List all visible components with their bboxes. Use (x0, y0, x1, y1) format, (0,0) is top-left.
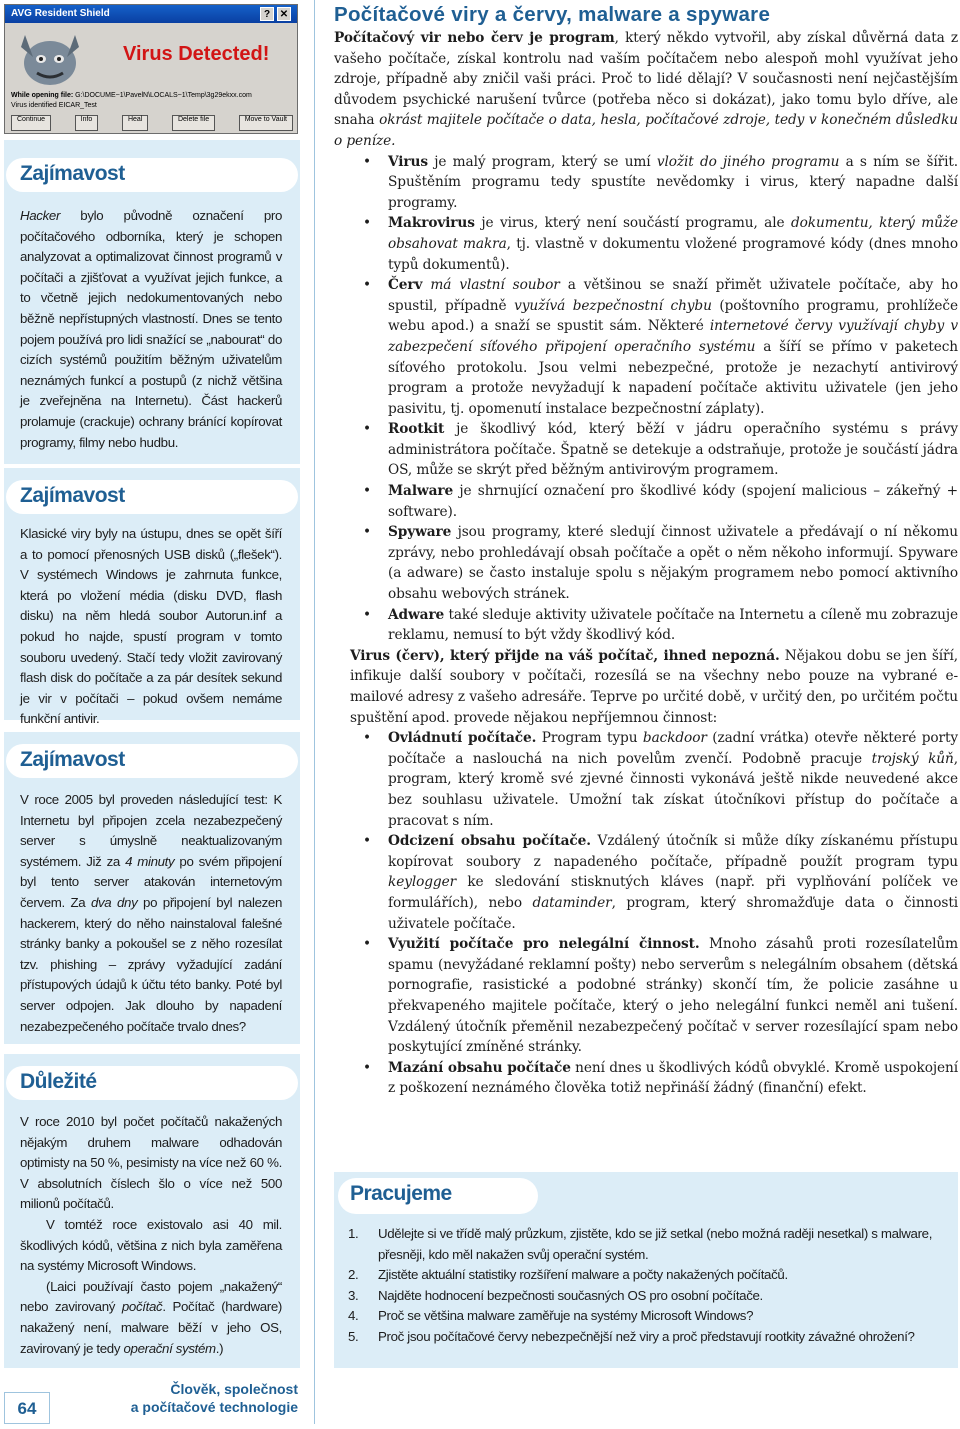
footer-title: Člověk, společnost a počítačové technologie (130, 1381, 298, 1415)
sidebar (0, 0, 312, 1429)
box-title: Zajímavost (20, 484, 125, 507)
sidebar-box-test (4, 732, 300, 1044)
virus-label: Virus identified (11, 102, 57, 109)
window-button-row (11, 115, 293, 131)
box-text: Hacker bylo původně označení pro počítačového odborníka, který je schopen analyzovat a optimalizovat činnost programů v počítači a zjišťovat a využívat jejich funkce, a to včetně jejich nedokumentovaných nebo běžně nepřístupných vlastností. Dnes se tento pojem používá pro lidi snažící se „nabourat“ do cizích systémů použitím běžným uživatelům neznámých funkcí a postupů (z nichž většina je zveřejněna na Internetu). Část hackerů prolamuje (crackuje) ochrany bránící kopírovat programy, filmy nebo hudbu. (20, 208, 282, 450)
column-divider (314, 0, 315, 1424)
list-item: • Mazání obsahu počítače není dnes u škodlivých kódů obvyklé. Kromě uspokojení z poškození neznámého člověka totiž nepřináší žádný (finanční) efekt. (363, 1059, 959, 1097)
malware-types-list (334, 152, 958, 646)
continue-button[interactable]: Continue (11, 115, 51, 131)
info-button[interactable]: Info (75, 115, 99, 131)
main-body (334, 28, 958, 1099)
virus-detected-heading: Virus Detected! (123, 43, 270, 65)
list-item: • Červ má vlastní soubor a většinou se snaží přimět uživatele počítače, aby ho spustil, případně využívá bezpečnostní chybu (poštovního programu, prohlížeče webu apod.) a snaží se spustit sám. Některé internetové červy využívají chyby v zabezpečení síťového připojení operačního systému a šíří se přímo v paketech síťového protokolu. Jsou velmi nebezpečné, protože je nezachytí antivirový program a protože nevyžadují k napadení počítače aktivitu uživatele (jen jeho pasivitu, tj. opomenutí instalace bezpečnostní záplaty). (363, 277, 959, 417)
list-item: • Adware také sleduje aktivity uživatele počítače na Internetu a cíleně mu zobrazuje reklamu, nemusí to být vždy škodlivý kód. (363, 606, 958, 644)
heal-button[interactable]: Heal (122, 115, 148, 131)
exercise-item: 4. Proč se většina malware zaměřuje na systémy Microsoft Windows? (348, 1308, 754, 1324)
box-text: V roce 2010 byl počet počítačů nakažených nějakým druhem malware odhadován optimisty na 50 %, pesimisty na více než 60 %. V absolutních číslech šlo o více než 500 milionů počítačů. V tomtéž roce existovalo asi 40 mil. škodlivých kódů, většina z nich byla zaměřena na systémy Microsoft Windows. (Laici používají často pojem „nakažený“ nebo zavirovaný počítač. Počítač (hardware) nakažený není, malware běží v jeho OS, zavirovaný je tedy operační systém.) (20, 1114, 282, 1356)
list-item: • Využití počítače pro nelegální činnost. Mnoho zásahů proti rozesílatelům spamu (nevyžádané reklamní pošty) nebo serverům s nelegálním obsahem (dětská pornografie, rasistické a podobné stránky) skončí tím, že policie zasáhne u překvapeného majitele počítače, který o jeho nelegální funkci neměl ani tušení. Vzdálený útočník přeměnil nezabezpečený počítač v server rozesílající spam nebo poskytující zmíněné stránky. (363, 936, 958, 1056)
exercise-item: 1. Udělejte si ve třídě malý průzkum, zjistěte, kdo se již setkal (nebo možná raději nesetkal) s malware, přesněji, kdo měl nakažen svůj operační systém. (348, 1226, 933, 1262)
virus-name: EICAR_Test (58, 102, 97, 109)
box-title: Zajímavost (20, 748, 125, 771)
box-text: V roce 2005 byl proveden následující test: K Internetu byl připojen zcela nezabezpečený server s úmyslně neaktualizovaným systémem. Již za 4 minuty po svém připojení byl tento server atakován internetovým červem. Za dva dny po připojení byl nalezen hackerem, který do něho nainstaloval falešné stránky banky a pokoušel se z něho rozesílat tzv. phishing – zprávy vyžadující zadání přístupových údajů k účtu této banky. Poté byl server odpojen. Jak dlouho by napadení nezabezpečeného počítače trvalo dnes? (20, 792, 283, 1034)
list-item: • Virus je malý program, který se umí vložit do jiného programu a s ním se šířit. Spuštěním programu tedy spustíte nevědomky i virus, který napadne další programy. (363, 153, 958, 211)
list-item: • Odcizení obsahu počítače. Vzdálený útočník si může díky získanému přístupu kopírovat soubory z napadeného počítače, případně použít program typu keylogger ke sledování stisknutých kláves (např. při vyplňování políček ve formulářích), nebo dataminder, program, který shromažďuje data o činnosti uživatele počítače. (363, 833, 959, 932)
exercise-item: 2. Zjistěte aktuální statistiky rozšíření malware a počty nakažených počítačů. (348, 1267, 788, 1283)
box-title: Důležité (20, 1070, 97, 1093)
sidebar-box-usb (4, 468, 300, 727)
list-item: • Makrovirus je virus, který není součástí programu, ale dokumentu, který může obsahovat makra, tj. vlastně v dokumentu vložené programové kódy (dnes mnoho typů dokumentů). (363, 215, 958, 273)
malware-actions-list (334, 728, 958, 1099)
exercise-item: 5. Proč jsou počítačové červy nebezpečnější než viry a proč představují rootkity závažné ohrožení? (348, 1328, 915, 1344)
move-to-vault-button[interactable]: Move to Vault (239, 115, 293, 131)
gargoyle-logo-icon (11, 27, 89, 89)
window-titlebar (5, 5, 297, 23)
close-button[interactable]: ✕ (277, 7, 291, 21)
list-item: • Ovládnutí počítače. Program typu backdoor (zadní vrátka) otevře některé porty počítače a naslouchá na nich povelům zvenčí. Podobně pracuje trojský kůň, program, který kromě své zjevné činnosti vykonává ještě nikde neuvedené akce bez souhlasu uživatele. Umožní tak získat útočníkovi přístup do počítače a pracovat s ním. (363, 730, 958, 829)
file-label: While opening file: (11, 92, 74, 99)
intro-paragraph: Počítačový vir nebo červ je program, který někdo vytvořil, aby získal důvěrná data z vašeho počítače, získal kontrolu nad vaším počítačem nebo alespoň mohl využívat jeho zdroje, případně aby zničil vaši práci. Proč to lidé dělají? V současnosti není nejčastějším důvodem psychické narušení tvůrce (potřeba něco si dokázat), jako tomu bylo dříve, ale snaha okrást majitele počítače o data, hesla, počítačové zdroje, tedy v konečném důsledku o peníze. (334, 30, 958, 149)
box-title: Zajímavost (20, 162, 125, 185)
page-number: 64 (4, 1392, 50, 1424)
second-paragraph: Virus (červ), který přijde na váš počítač, ihned nepozná. Nějakou dobu se jen šíří, infikuje další soubory v počítači, rozesílá se na všechny nebo pouze na vybrané e-mailové adresy z vašeho adresáře. Teprve po určité době, v určitý den, po určitém počtu spuštění apod. provede nějakou nepříjemnou činnost: (350, 647, 958, 726)
list-item: • Rootkit je škodlivý kód, který běží v jádru operačního systému s právy administrátora počítače. Špatně se detekuje a odstraňuje, protože je součástí jádra OS, může se skrýt před běžným antivirovým programem. (363, 421, 958, 479)
detection-info (11, 91, 252, 111)
exercises-list (348, 1224, 948, 1348)
page-title: Počítačové viry a červy, malware a spyware (334, 3, 771, 26)
exercises-title: Pracujeme (350, 1182, 452, 1205)
exercises-box (334, 1172, 958, 1368)
sidebar-box-hacker (4, 140, 300, 464)
window-title: AVG Resident Shield (11, 8, 110, 19)
antivirus-window-screenshot (4, 4, 298, 134)
help-button[interactable]: ? (260, 7, 274, 21)
delete-file-button[interactable]: Delete file (172, 115, 215, 131)
sidebar-box-important (4, 1054, 300, 1368)
box-text: Klasické viry byly na ústupu, dnes se opět šíří a to pomocí přenosných USB disků („flešek“). V systémech Windows je zahrnuta funkce, která po vložení média (disku DVD, flash disku) na něm hledá soubor Autorun.inf a pokud ho najde, spustí program v tomto souboru uvedený. Stačí tedy vložit zavirovaný flash disk do počítače a za pár desítek sekund je vir v počítači – pokud ovšem nemáme funkční antivir. (20, 526, 282, 727)
list-item: • Malware je shrnující označení pro škodlivé kódy (spojení malicious – zákeřný + software). (363, 483, 958, 520)
list-item: • Spyware jsou programy, které sledují činnost uživatele a předávají o ní někomu zprávy, nebo prohledávají obsah počítače a opět o něm někoho informují. Spyware (a adware) se často instaluje spolu s nějakým programem nebo pomocí aktivního obsahu webových stránek. (363, 524, 958, 603)
file-path: G:\DOCUME~1\PavelN\LOCALS~1\Temp\3g29ekxx.com (75, 92, 252, 99)
exercise-item: 3. Najděte hodnocení bezpečnosti současných OS pro osobní počítače. (348, 1287, 763, 1303)
